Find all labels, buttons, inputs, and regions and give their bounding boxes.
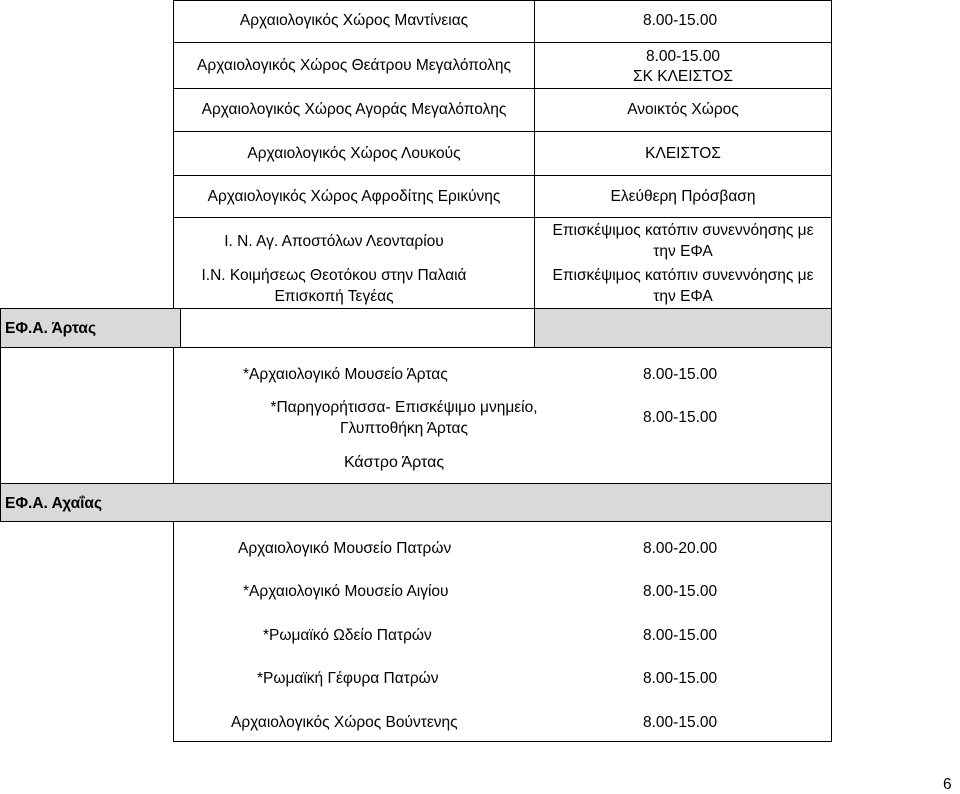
achaia-item-hours: 8.00-20.00 [643, 540, 718, 557]
site-agora-megalopolis: Αρχαιολογικός Χώρος Αγοράς Μεγαλόπολης [201, 101, 507, 118]
page-number: 6 [943, 776, 952, 793]
hours-agora: Ανοικτός Χώρος [627, 101, 739, 118]
church-tegea-line2: Επισκοπή Τεγέας [274, 288, 394, 305]
site-loukous: Αρχαιολογικός Χώρος Λουκούς [247, 145, 461, 162]
site-mantineia: Αρχαιολογικός Χώρος Μαντίνειας [239, 12, 469, 29]
arta-museum: *Αρχαιολογικό Μουσείο Άρτας [243, 366, 448, 383]
parigoritissa-hours: 8.00-15.00 [643, 409, 718, 426]
parigoritissa-line2: Γλυπτοθήκη Άρτας [340, 420, 468, 437]
achaia-header-band [0, 483, 831, 521]
parigoritissa-line1: *Παρηγορήτισσα- Επισκέψιμο μνημείο, [270, 399, 538, 416]
hours-theatre-line2: ΣΚ ΚΛΕΙΣΤΟΣ [633, 68, 733, 85]
church-hours1-line1: Επισκέψιμος κατόπιν συνεννόησης με [552, 222, 814, 239]
church-hours2-line2: την ΕΦΑ [653, 288, 713, 305]
church-leontari: Ι. Ν. Αγ. Αποστόλων Λεονταρίου [224, 233, 444, 250]
section-header-arta: ΕΦ.Α. Άρτας [5, 320, 97, 337]
arta-museum-hours: 8.00-15.00 [643, 366, 718, 383]
achaia-item-name: Αρχαιολογικό Μουσείο Πατρών [238, 540, 452, 557]
hours-loukous: ΚΛΕΙΣΤΟΣ [645, 145, 721, 162]
achaia-item-name: *Αρχαιολογικό Μουσείο Αιγίου [243, 583, 449, 600]
hours-theatre-line1: 8.00-15.00 [645, 48, 721, 65]
site-afroditis: Αρχαιολογικός Χώρος Αφροδίτης Ερικύνης [207, 188, 501, 205]
achaia-item-hours: 8.00-15.00 [643, 583, 718, 600]
achaia-item-name: *Ρωμαϊκό Ωδείο Πατρών [263, 627, 432, 644]
section-header-achaia: ΕΦ.Α. Αχαΐας [5, 495, 103, 512]
achaia-item-name: *Ρωμαϊκή Γέφυρα Πατρών [257, 670, 439, 687]
site-theatre-megalopolis: Αρχαιολογικός Χώρος Θεάτρου Μεγαλόπολης [197, 57, 511, 74]
arta-header-band-right [534, 308, 832, 347]
hours-mantineia: 8.00-15.00 [643, 12, 718, 29]
achaia-item-hours: 8.00-15.00 [643, 714, 718, 731]
castle-arta: Κάστρο Άρτας [343, 454, 445, 471]
church-tegea-line1: Ι.Ν. Κοιμήσεως Θεοτόκου στην Παλαιά [201, 267, 467, 284]
church-hours1-line2: την ΕΦΑ [653, 243, 713, 260]
achaia-item-hours: 8.00-15.00 [643, 627, 718, 644]
hours-afroditis: Ελεύθερη Πρόσβαση [610, 188, 756, 205]
church-hours2-line1: Επισκέψιμος κατόπιν συνεννόησης με [552, 267, 814, 284]
achaia-item-name: Αρχαιολογικός Χώρος Βούντενης [231, 714, 458, 731]
achaia-item-hours: 8.00-15.00 [643, 670, 718, 687]
